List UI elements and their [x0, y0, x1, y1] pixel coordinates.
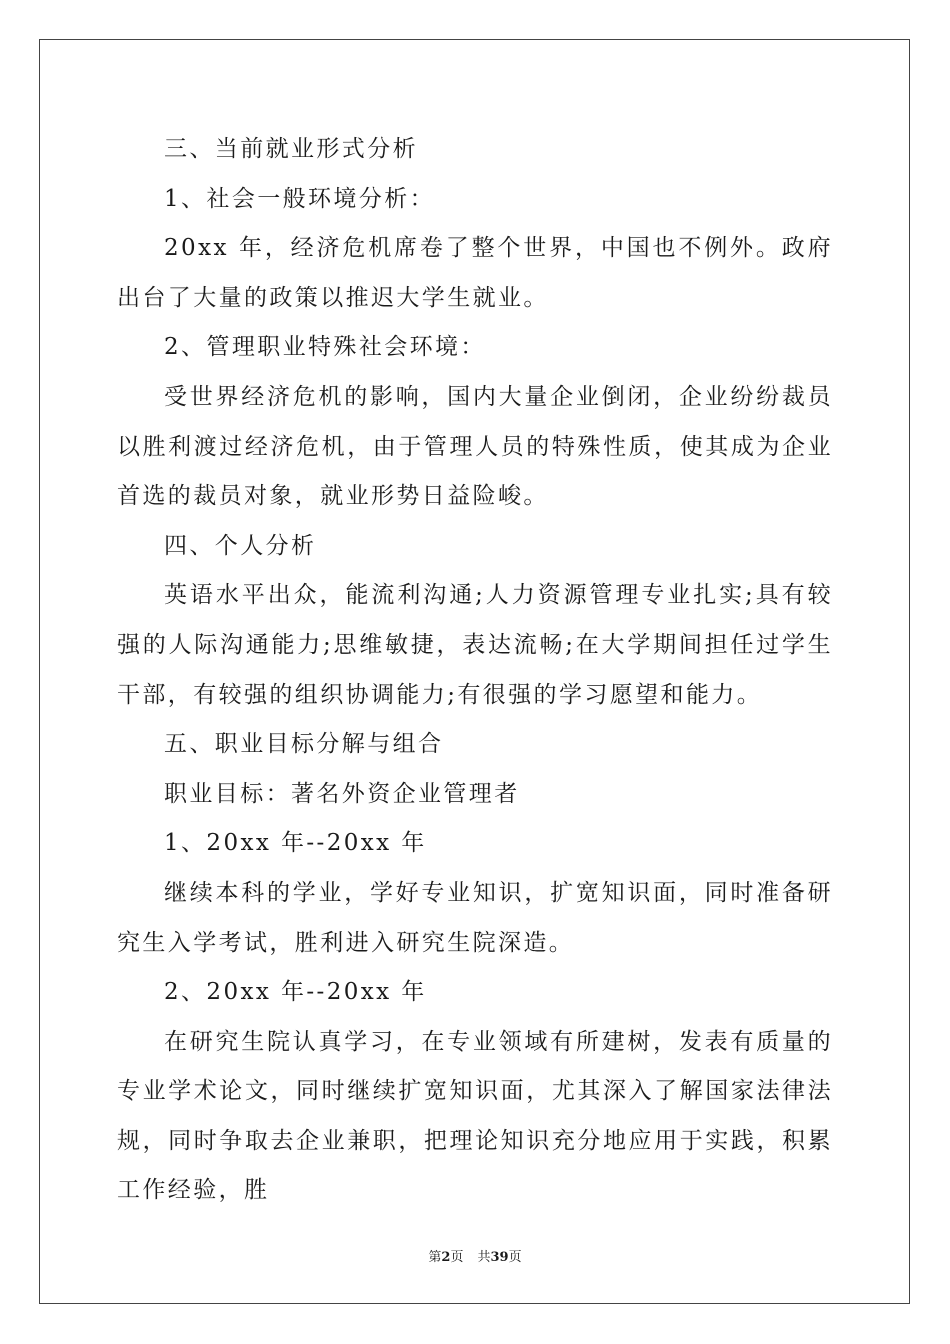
paragraph-period-1: 继续本科的学业，学好专业知识，扩宽知识面，同时准备研究生入学考试，胜利进入研究生院深造。	[117, 879, 833, 956]
document-body	[117, 125, 833, 1216]
page-footer	[0, 1246, 950, 1265]
subheading-social-environment: 1、社会一般环境分析：	[164, 185, 436, 212]
subheading-period-1: 1、20xx 年--20xx 年	[164, 830, 427, 857]
section-heading-personal-analysis: 四、个人分析	[164, 532, 317, 559]
footer-page-suffix: 页	[450, 1250, 464, 1265]
footer-total-prefix: 共	[477, 1250, 491, 1265]
paragraph-layoffs: 受世界经济危机的影响，国内大量企业倒闭，企业纷纷裁员以胜利渡过经济危机，由于管理人员的特殊性质，使其成为企业首选的裁员对象，就业形势日益险峻。	[117, 383, 833, 510]
footer-total-suffix: 页	[508, 1250, 522, 1265]
subheading-period-2: 2、20xx 年--20xx 年	[164, 979, 427, 1006]
section-heading-career-goals: 五、职业目标分解与组合	[164, 731, 444, 758]
paragraph-personal-strengths: 英语水平出众，能流利沟通;人力资源管理专业扎实;具有较强的人际沟通能力;思维敏捷，表达流畅;在大学期间担任过学生干部，有较强的组织协调能力;有很强的学习愿望和能力。	[117, 582, 833, 708]
footer-total-pages: 39	[490, 1250, 509, 1265]
section-heading-employment-analysis: 三、当前就业形式分析	[164, 136, 418, 162]
paragraph-period-2: 在研究生院认真学习，在专业领域有所建树，发表有质量的专业学术论文，同时继续扩宽知识面，尤其深入了解国家法律法规，同时争取去企业兼职，把理论知识充分地应用于实践，积累工作经验，胜	[117, 1028, 833, 1204]
paragraph-economic-crisis: 20xx 年，经济危机席卷了整个世界，中国也不例外。政府出台了大量的政策以推迟大学生就业。	[117, 235, 833, 311]
footer-page-number: 2	[441, 1250, 451, 1265]
subheading-management-environment: 2、管理职业特殊社会环境：	[164, 334, 486, 361]
paragraph-career-goal: 职业目标：著名外资企业管理者	[164, 780, 520, 807]
footer-page-prefix: 第	[428, 1250, 442, 1265]
